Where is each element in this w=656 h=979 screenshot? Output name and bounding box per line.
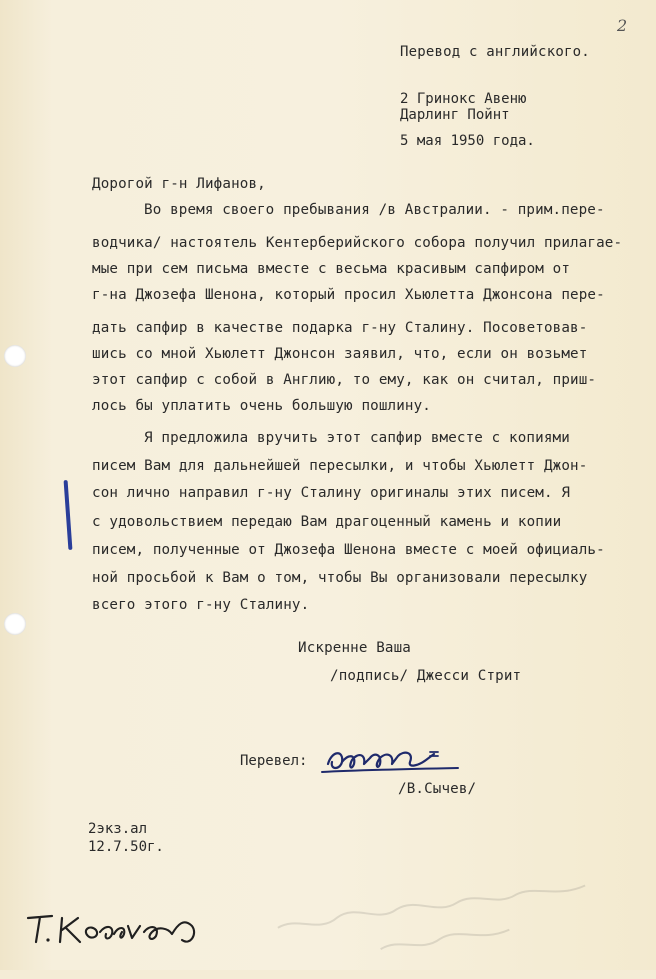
punch-hole <box>4 345 26 367</box>
paragraph-1-line: дать сапфир в качестве подарка г-ну Сталину. Посоветовав- <box>92 320 588 336</box>
signature-line: /подпись/ Джесси Стрит <box>330 668 522 684</box>
salutation: Дорогой г-н Лифанов, <box>92 176 266 192</box>
paragraph-1-line: шись со мной Хьюлетт Джонсон заявил, что, если он возьмет <box>92 346 588 362</box>
translator-name: /В.Сычев/ <box>398 781 477 797</box>
letter-date: 5 мая 1950 года. <box>400 133 535 149</box>
paragraph-1-line: этот сапфир с собой в Англию, то ему, как он считал, приш- <box>92 372 597 388</box>
copies-note <box>88 820 164 856</box>
page-number: 2 <box>617 16 628 35</box>
faint-pencil-note <box>265 861 631 978</box>
punch-hole <box>4 613 26 635</box>
closing: Искренне Ваша <box>298 640 411 656</box>
margin-ink-mark <box>64 480 73 550</box>
paragraph-2-line: сон лично направил г-ну Сталину оригиналы этих писем. Я <box>92 485 571 501</box>
bottom-handwritten-signature <box>22 906 212 950</box>
copies-count: 2экз.ал <box>88 821 148 837</box>
paragraph-1-line: г-на Джозефа Шенона, который просил Хьюлетта Джонсона пере- <box>92 287 605 303</box>
paragraph-2-line: писем Вам для дальнейшей пересылки, и чтобы Хьюлетт Джон- <box>92 458 588 474</box>
paragraph-2-line: с удовольствием передаю Вам драгоценный камень и копии <box>92 514 562 530</box>
translated-by-label: Перевел: <box>240 753 308 769</box>
sender-address <box>400 91 526 123</box>
paragraph-2-line: писем, полученные от Джозефа Шенона вместе с моей официаль- <box>92 542 605 558</box>
translation-heading: Перевод с английского. <box>400 44 590 60</box>
translator-signature <box>318 740 478 780</box>
paragraph-1-line: Во время своего пребывания /в Австралии. - прим.пере- <box>144 202 605 218</box>
copies-date: 12.7.50г. <box>88 839 164 855</box>
paragraph-1-line: мые при сем письма вместе с весьма красивым сапфиром от <box>92 261 571 277</box>
paragraph-1-line: водчика/ настоятель Кентерберийского собора получил прилагае- <box>92 235 623 251</box>
paragraph-2-line: всего этого г-ну Сталину. <box>92 597 310 613</box>
address-line: 2 Гринокс Авеню <box>400 91 527 107</box>
paragraph-1-line: лось бы уплатить очень большую пошлину. <box>92 398 431 414</box>
address-line: Дарлинг Пойнт <box>400 107 510 123</box>
paragraph-2-line: Я предложила вручить этот сапфир вместе с копиями <box>144 430 570 446</box>
paragraph-2-line: ной просьбой к Вам о том, чтобы Вы организовали пересылку <box>92 570 588 586</box>
